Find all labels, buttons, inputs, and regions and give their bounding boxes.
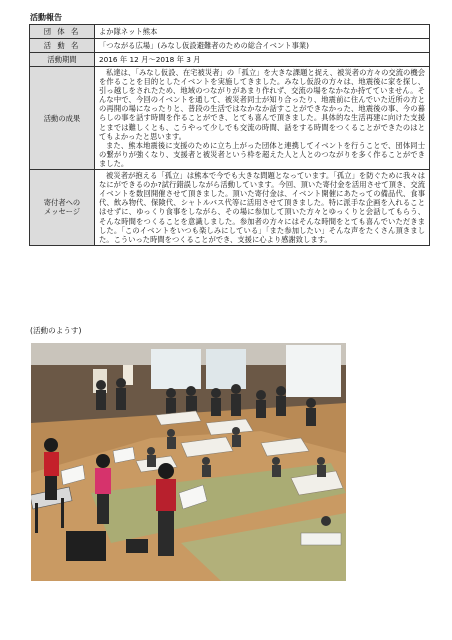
period-value: 2016 年 12 月～2018 年 3 月 bbox=[95, 53, 430, 67]
period-row bbox=[30, 53, 430, 67]
group-row bbox=[30, 25, 430, 39]
message-paragraph: 被災者が抱える「孤立」は熊本で今でも大きな問題となっています。「孤立」を防ぐために我々はなにができるのか?試行錯誤しながら活動しています。今回、頂いた寄付金を活用させて頂き、交流イベントを数回開催させて頂きました。頂いた寄付金は、イベント開催にあたっての備品代、食事代、飲み物代、保険代、シャトルバス代等に活用させて頂きました。特に派手な企画を入れることはせずに、ゆっくり食事をしながら、その場に参加して頂いた方々とゆっくりと会話してもらう、そんな時間をつくることを意識しました。参加者の方々にはそんな時間をとても喜んでいただきました。「このイベントをいつも楽しみにしている」「また参加したい」そんな声をたくさん頂きました。こういった時間をつくることができ、支援に心より感謝致します。 bbox=[99, 171, 425, 244]
results-value bbox=[95, 67, 430, 170]
message-label: 寄付者への メッセージ bbox=[30, 170, 95, 246]
photo-caption: (活動のようす) bbox=[30, 326, 82, 335]
activity-value: 「つながる広場」(みなし仮設避難者のための総合イベント事業) bbox=[95, 39, 430, 53]
activity-label: 活 動 名 bbox=[30, 39, 95, 53]
group-value: よか隊ネット熊本 bbox=[95, 25, 430, 39]
event-photo bbox=[31, 343, 346, 581]
activity-row bbox=[30, 39, 430, 53]
group-label: 団 体 名 bbox=[30, 25, 95, 39]
event-photo-illustration bbox=[31, 343, 346, 581]
report-heading: 活動報告 bbox=[30, 13, 62, 22]
results-paragraph: 私達は、「みなし仮設、在宅被災者」の「孤立」を大きな課題と捉え、被災者の方々の交流の機会を作ることを目的としたイベントを実施してきました。みなし仮設の方々は、地震後に家を探し、引っ越しをされたため、地域のつながりがあまり作れず、交流の場をなかなか持てていません。そんな中で、今回のイベントを通して、被災者同士が知り合ったり、地震前に住んでいた近所の方との再開の場になったりと、普段の生活ではなかなか話すことができなかった、地震後の事、今の暮らしの事を話す時間を作ることができ、とても喜んで頂きました。具体的な生活再建に向けた支援とまでは難しくとも、こうやって少しでも交流の時間、話をする時間をつくることができたのはとてもよかったと思います。 bbox=[99, 68, 425, 141]
results-label: 活動の成果 bbox=[30, 67, 95, 170]
results-row bbox=[30, 67, 430, 170]
report-table bbox=[29, 24, 430, 246]
message-value bbox=[95, 170, 430, 246]
message-row bbox=[30, 170, 430, 246]
results-paragraph: また、熊本地震後に支援のために立ち上がった団体と連携してイベントを行うことで、団体同士の繋がりが強くなり、支援者と被災者という枠を超えた人と人とのつながりを多く作ることができました。 bbox=[99, 140, 425, 168]
period-label: 活動期間 bbox=[30, 53, 95, 67]
